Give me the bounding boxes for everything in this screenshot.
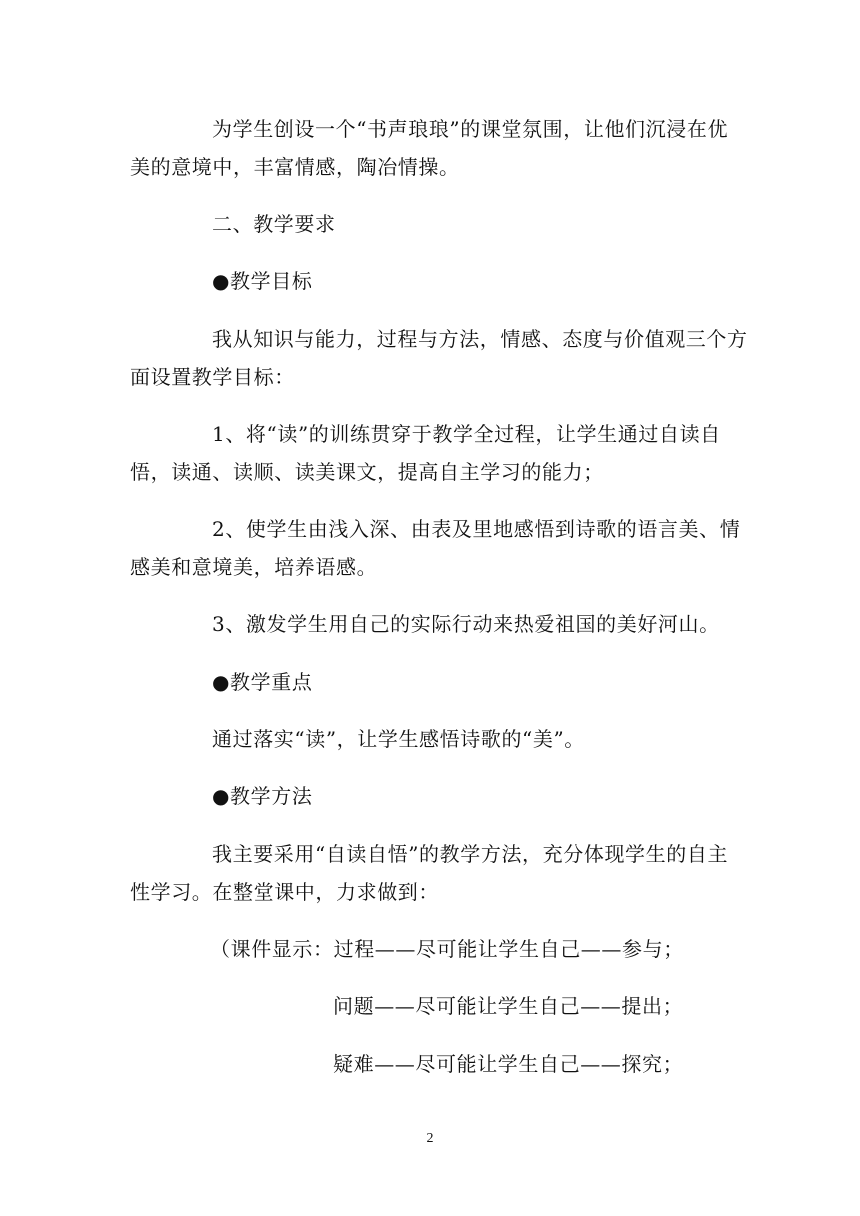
goal-item-1-line-2: 悟，读通、读顺、读美课文，提高自主学习的能力； — [130, 460, 604, 484]
paragraph-line-1: 为学生创设一个“书声琅琅”的课堂氛围，让他们沉浸在优 — [212, 117, 729, 141]
teaching-focus-text: 通过落实“读”，让学生感悟诗歌的“美”。 — [212, 727, 585, 751]
courseware-display-line-2: 问题——尽可能让学生自己——提出； — [333, 994, 684, 1018]
goal-item-3: 3、激发学生用自己的实际行动来热爱祖国的美好河山。 — [212, 612, 720, 636]
courseware-display-line-1: （课件显示：过程——尽可能让学生自己——参与； — [210, 937, 684, 961]
goal-item-1-line-1: 1、将“读”的训练贯穿于教学全过程，让学生通过自读自 — [212, 422, 721, 446]
subsection-heading-teaching-goals: ●教学目标 — [212, 269, 313, 293]
section-heading: 二、教学要求 — [212, 212, 336, 236]
goal-item-2-line-1: 2、使学生由浅入深、由表及里地感悟到诗歌的语言美、情 — [212, 517, 741, 541]
teaching-method-line-2: 性学习。在整堂课中，力求做到： — [130, 880, 439, 904]
paragraph-line-2: 美的意境中，丰富情感，陶冶情操。 — [130, 155, 460, 179]
courseware-display-line-3: 疑难——尽可能让学生自己——探究； — [333, 1052, 684, 1076]
subsection-heading-teaching-method: ●教学方法 — [212, 784, 313, 808]
teaching-method-line-1: 我主要采用“自读自悟”的教学方法，充分体现学生的自主 — [212, 842, 729, 866]
subsection-heading-teaching-focus: ●教学重点 — [212, 670, 313, 694]
paragraph-line-3: 我从知识与能力，过程与方法，情感、态度与价值观三个方 — [212, 327, 748, 351]
page-number: 2 — [426, 1131, 434, 1146]
paragraph-line-4: 面设置教学目标： — [130, 365, 295, 389]
goal-item-2-line-2: 感美和意境美，培养语感。 — [130, 555, 378, 579]
